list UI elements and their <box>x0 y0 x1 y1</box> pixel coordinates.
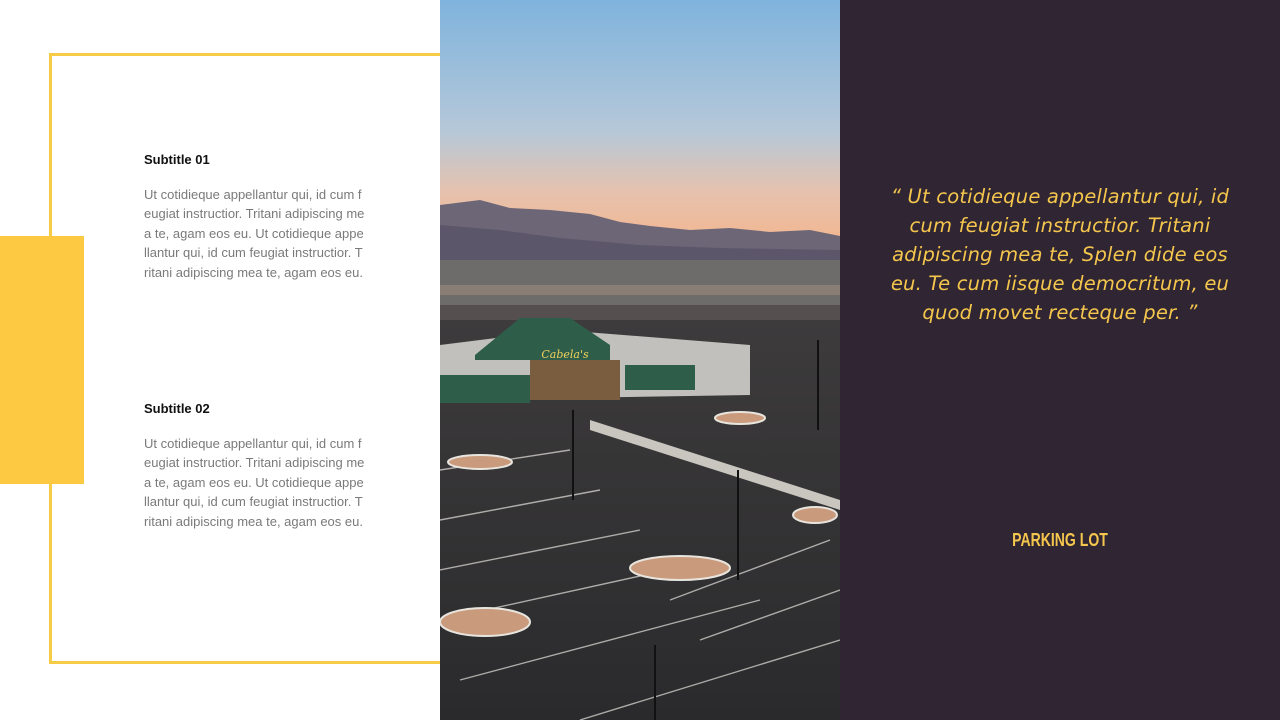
store-sign: Cabela's <box>541 348 589 361</box>
photo-caption: PARKING LOT <box>1012 530 1108 550</box>
quote-text: “ Ut cotidieque appellantur qui, id cum feugiat instructior. Tritani adipiscing mea te, Splen dide eos eu. Te cum iisque democritum, eu quod movet recteque per. ” <box>890 185 1230 324</box>
subtitle-01: Subtitle 01 <box>144 152 210 167</box>
quote-panel <box>840 0 1280 720</box>
parking-lot-photo <box>440 0 840 720</box>
section-02-text: Ut cotidieque appellantur qui, id cum feugiat instructior. Tritani adipiscing mea te, agam eos eu. Ut cotidieque appellantur qui, id cum feugiat instructior. Tritani adipiscing mea te, agam eos eu. <box>144 436 365 529</box>
section-01-text: Ut cotidieque appellantur qui, id cum feugiat instructior. Tritani adipiscing mea te, agam eos eu. Ut cotidieque appellantur qui, id cum feugiat instructior. Tritani adipiscing mea te, agam eos eu. <box>144 187 365 280</box>
subtitle-02: Subtitle 02 <box>144 401 210 416</box>
accent-block <box>0 236 84 484</box>
decorative-frame <box>49 53 444 664</box>
